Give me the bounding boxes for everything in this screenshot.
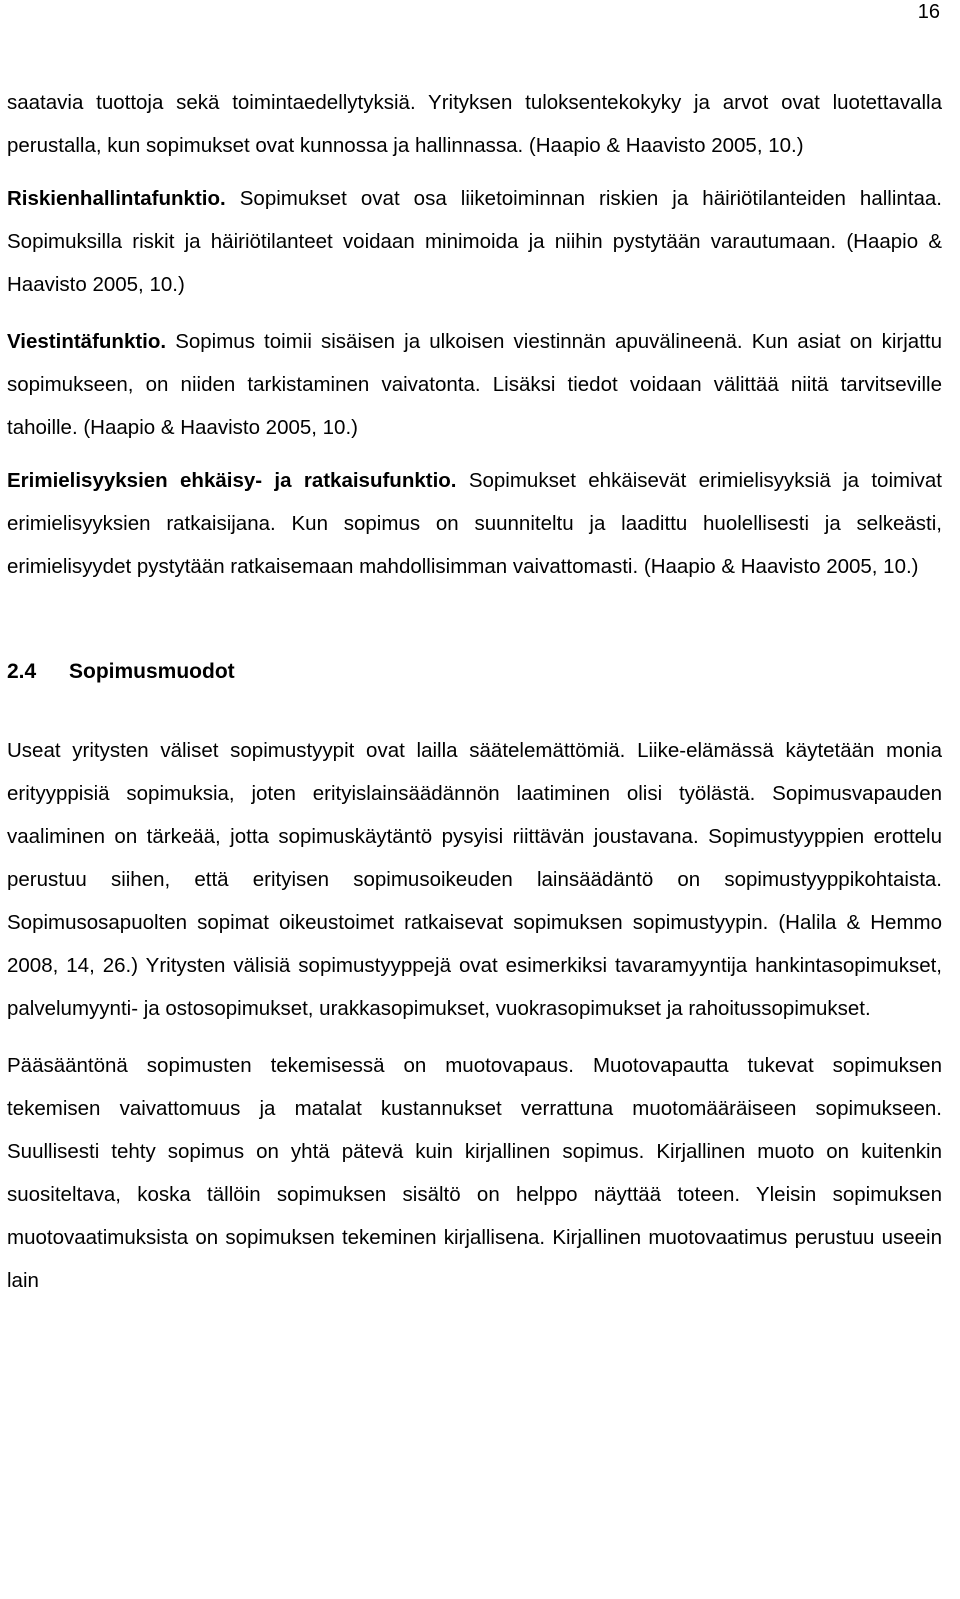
paragraph-form-freedom [7, 1044, 942, 1302]
paragraph-dispute-resolution [7, 459, 942, 588]
document-body [7, 81, 942, 1302]
section-heading [7, 650, 942, 693]
paragraph-intro [7, 81, 942, 167]
paragraph-contract-types [7, 729, 942, 1030]
page-number: 16 [917, 1, 940, 23]
term-heading: Viestintäfunktio. [7, 330, 167, 353]
term-heading: Erimielisyyksien ehkäisy- ja ratkaisufunktio. [7, 469, 457, 492]
paragraph-text: Useat yritysten väliset sopimustyypit ovat lailla säätelemättömiä. Liike-elämässä käytetään monia erityyppisiä sopimuksia, joten erityislainsäädännön laatiminen olisi työlästä. Sopimusvapauden vaaliminen on tärkeää, jotta sopimuskäytäntö pysyisi riittävän joustavana. Sopimustyyppien erottelu perustuu siihen, että erityisen sopimusoikeuden lainsäädäntö on sopimustyyppikohtaista. Sopimusosapuolten sopimat oikeustoimet ratkaisevat sopimuksen sopimustyypin. (Halila & Hemmo 2008, 14, 26.) Yritysten välisiä sopimustyyppejä ovat esimerkiksi tavaramyyntija hankintasopimukset, palvelumyynti- ja ostosopimukset, urakkasopimukset, vuokrasopimukset ja rahoitussopimukset. [7, 739, 942, 1020]
paragraph-text: Sopimukset ehkäisevät erimielisyyksiä ja toimivat erimielisyyksien ratkaisijana. Kun sopimus on suunniteltu ja laadittu huolellisesti ja selkeästi, erimielisyydet pystytään ratkaisemaan mahdollisimman vaivattomasti. (Haapio & Haavisto 2005, 10.) [7, 469, 942, 578]
paragraph-text: Pääsääntönä sopimusten tekemisessä on muotovapaus. Muotovapautta tukevat sopimuksen tekemisen vaivattomuus ja matalat kustannukset verrattuna muotomääräiseen sopimukseen. Suullisesti tehty sopimus on yhtä pätevä kuin kirjallinen sopimus. Kirjallinen muoto on kuitenkin suositeltava, koska tällöin sopimuksen sisältö on helppo näyttää toteen. Yleisin sopimuksen muotovaatimuksista on sopimuksen tekeminen kirjallisena. Kirjallinen muotovaatimus perustuu useein lain [7, 1054, 942, 1292]
section-number: 2.4 [7, 660, 37, 683]
section-title: Sopimusmuodot [69, 660, 235, 683]
paragraph-text: Sopimus toimii sisäisen ja ulkoisen viestinnän apuvälineenä. Kun asiat on kirjattu sopimukseen, on niiden tarkistaminen vaivatonta. Lisäksi tiedot voidaan välittää niitä tarvitseville tahoille. (Haapio & Haavisto 2005, 10.) [7, 330, 942, 439]
paragraph-risk-management [7, 177, 942, 306]
paragraph-communication [7, 320, 942, 449]
paragraph-text: Sopimukset ovat osa liiketoiminnan riskien ja häiriötilanteiden hallintaa. Sopimuksilla riskit ja häiriötilanteet voidaan minimoida ja niihin pystytään varautumaan. (Haapio & Haavisto 2005, 10.) [7, 187, 942, 296]
term-heading: Riskienhallintafunktio. [7, 187, 226, 210]
paragraph-text: saatavia tuottoja sekä toimintaedellytyksiä. Yrityksen tuloksentekokyky ja arvot ovat luotettavalla perustalla, kun sopimukset ovat kunnossa ja hallinnassa. (Haapio & Haavisto 2005, 10.) [7, 91, 942, 157]
